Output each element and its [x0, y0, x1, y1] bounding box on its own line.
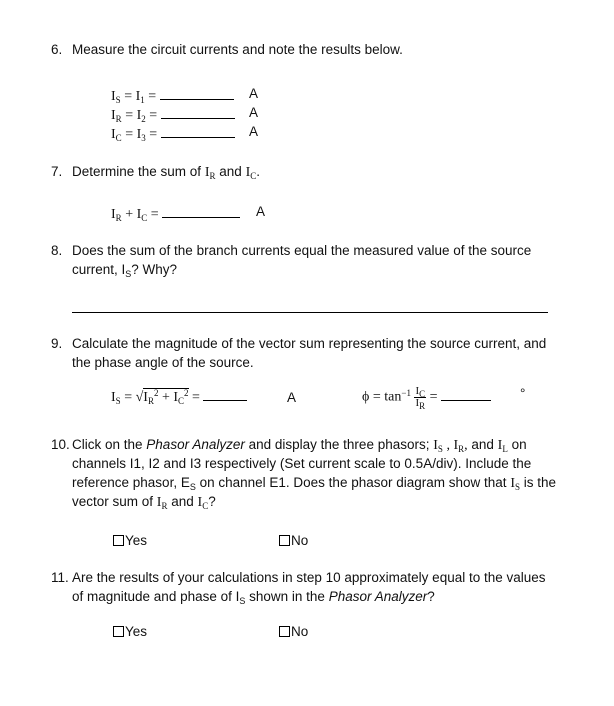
q6-row-3-blank[interactable]: [161, 125, 235, 138]
q7-blank[interactable]: [162, 205, 240, 218]
q7-number: 7.: [51, 164, 63, 179]
q9-phase-equation: $\phi = \tan^{-1}$ $\frac{I_C}{I_R}$ =: [362, 386, 491, 409]
q6-row-3-unit: A: [249, 124, 259, 139]
q10-no-checkbox[interactable]: [279, 535, 290, 546]
q6-text: Measure the circuit currents and note the results below.: [72, 42, 403, 57]
q8-line-1: Does the sum of the branch currents equal the measured value of the source: [72, 243, 532, 258]
q7-unit: A: [256, 204, 266, 219]
q9-line-2: the phase angle of the source.: [72, 355, 254, 370]
q9-magnitude-equation: $I_S = √I_R^2 + I_C^2$ =: [111, 388, 247, 406]
q6-row-1-label: $I_S = I_1$ =: [111, 89, 157, 105]
q6-row-2-label: $I_R = I_2$ =: [111, 108, 158, 124]
q9-magnitude-blank[interactable]: [203, 388, 247, 401]
q11-no-checkbox[interactable]: [279, 626, 290, 637]
q10-line-4: vector sum of $I_R$ and $I_C$?: [72, 494, 216, 511]
q11-line-1: Are the results of your calculations in step 10 approximately equal to the values: [72, 570, 546, 585]
q10-line-1: Click on the Phasor Analyzer and display the three phasors; $I_S$ , $I_R$, and $I_L$ on: [72, 437, 527, 454]
q7-text: Determine the sum of $I_R$ and $I_C$.: [72, 164, 261, 181]
q6-row-1: [111, 87, 234, 105]
q9-number: 9.: [51, 336, 63, 351]
q6-row-2-blank[interactable]: [161, 106, 235, 119]
q6-row-2: [111, 106, 235, 124]
q7-equation: $I_R + I_C$ =: [111, 205, 240, 223]
q10-line-3: reference phasor, $E_S$ on channel E1. Does the phasor diagram show that $I_S$ is the: [72, 475, 557, 492]
q10-yes-checkbox[interactable]: [113, 535, 124, 546]
q10-line-2: channels I1, I2 and I3 respectively (Set current scale to 0.5A/div). Include the: [72, 456, 532, 471]
q10-yes-option[interactable]: Yes: [113, 533, 147, 548]
q6-row-1-unit: A: [249, 86, 259, 101]
q9-unit: A: [287, 390, 297, 405]
q6-row-1-blank[interactable]: [160, 87, 234, 100]
q6-row-3-label: $I_C = I_3$ =: [111, 127, 158, 143]
q8-answer-line[interactable]: [72, 312, 548, 313]
q6-row-2-unit: A: [249, 105, 259, 120]
q11-yes-checkbox[interactable]: [113, 626, 124, 637]
q11-no-option[interactable]: No: [279, 624, 308, 639]
q8-line-2: current, $I_S$? Why?: [72, 262, 178, 279]
q8-number: 8.: [51, 243, 63, 258]
q9-degree: °: [520, 386, 526, 401]
q10-number: 10.: [51, 437, 70, 452]
q11-number: 11.: [51, 570, 69, 585]
q6-number: 6.: [51, 42, 63, 57]
q6-row-3: [111, 125, 235, 143]
q9-phase-blank[interactable]: [441, 388, 491, 401]
q11-line-2: of magnitude and phase of $I_S$ shown in the Phasor Analyzer?: [72, 589, 435, 606]
q11-yes-option[interactable]: Yes: [113, 624, 147, 639]
q9-line-1: Calculate the magnitude of the vector sum representing the source current, and: [72, 336, 547, 351]
q10-no-option[interactable]: No: [279, 533, 308, 548]
